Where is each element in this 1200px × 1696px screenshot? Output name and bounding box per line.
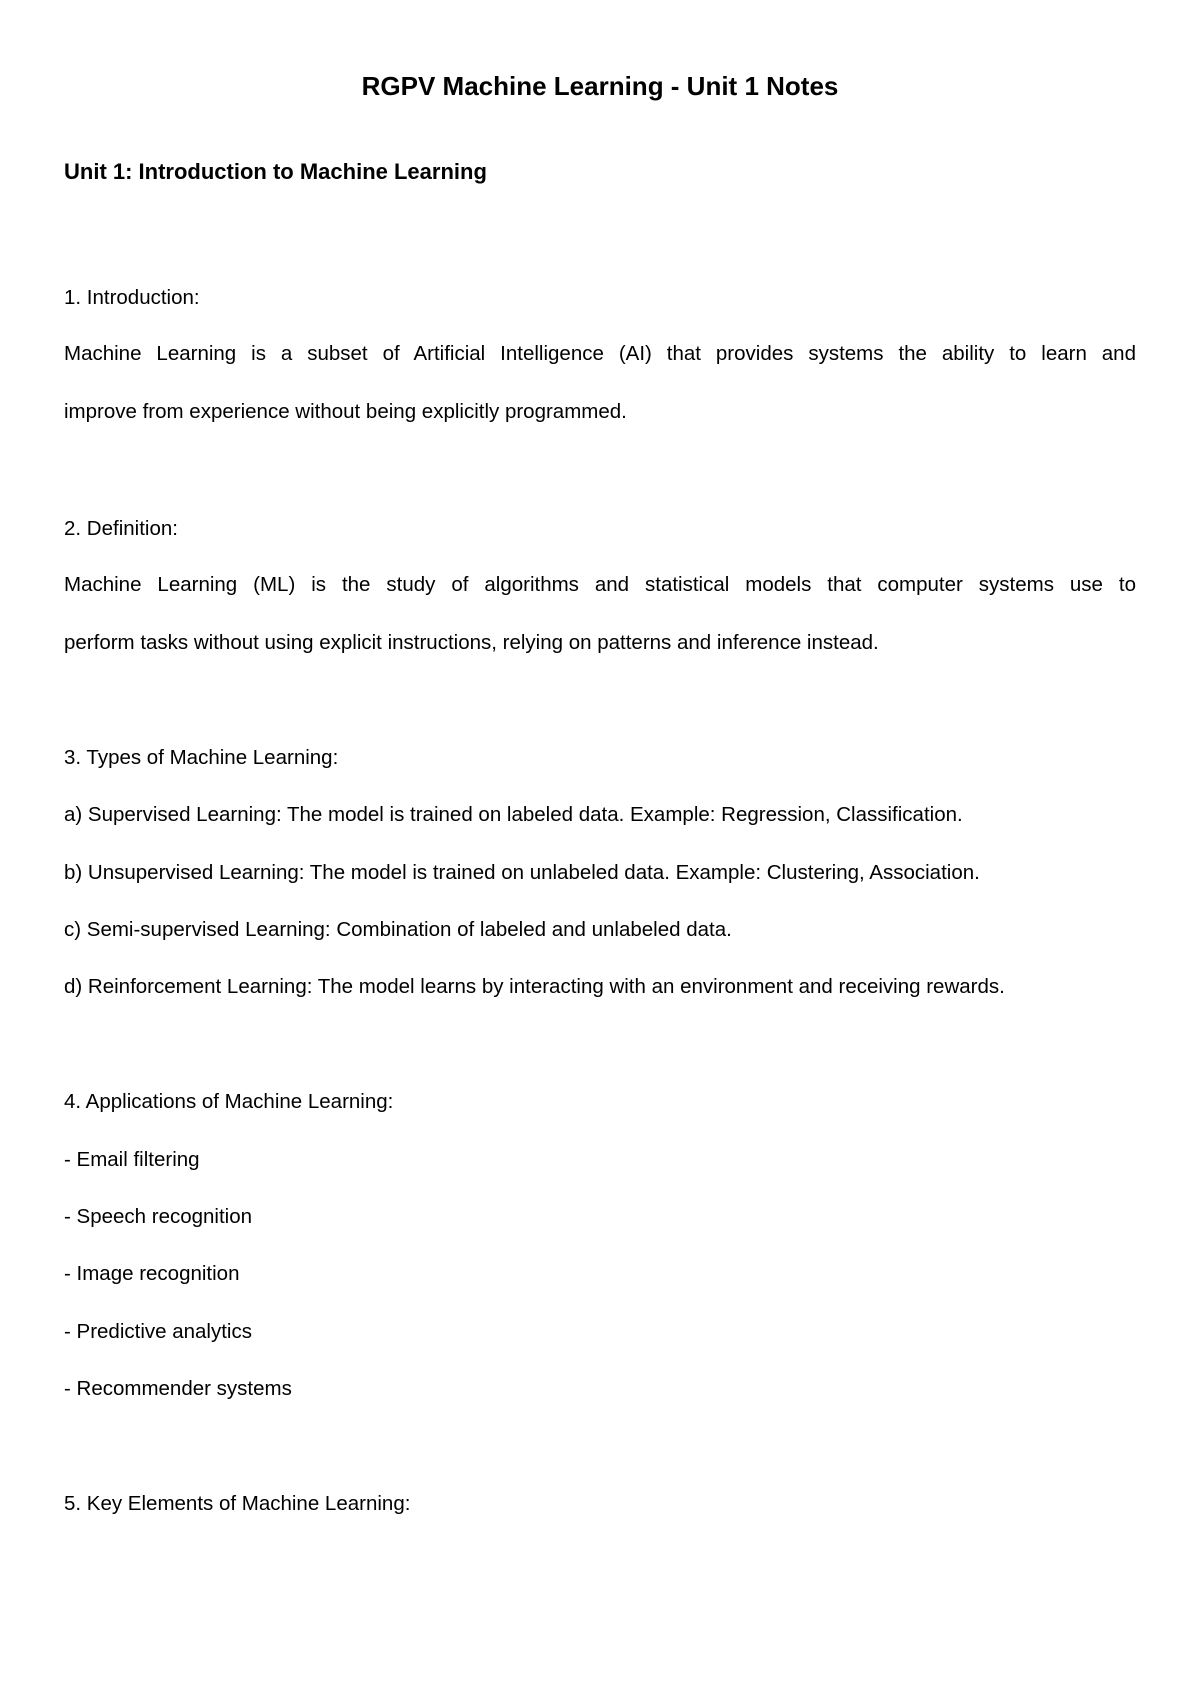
applications-item: - Speech recognition [64, 1205, 253, 1228]
types-item-unsupervised: b) Unsupervised Learning: The model is trained on unlabeled data. Example: Clustering, Association. [64, 861, 980, 884]
key-elements-heading: 5. Key Elements of Machine Learning: [64, 1492, 411, 1515]
applications-item: - Image recognition [64, 1262, 240, 1285]
unit-heading: Unit 1: Introduction to Machine Learning [64, 159, 487, 184]
introduction-paragraph-line2: improve from experience without being explicitly programmed. [64, 400, 627, 423]
document-title: RGPV Machine Learning - Unit 1 Notes [361, 71, 839, 101]
applications-item: - Predictive analytics [64, 1320, 252, 1343]
types-heading: 3. Types of Machine Learning: [64, 746, 339, 769]
introduction-paragraph-line1: Machine Learning is a subset of Artificial Intelligence (AI) that provides systems the ability to learn and [64, 342, 1136, 365]
definition-paragraph-line2: perform tasks without using explicit instructions, relying on patterns and inference instead. [64, 631, 879, 654]
applications-heading: 4. Applications of Machine Learning: [64, 1090, 394, 1113]
types-item-supervised: a) Supervised Learning: The model is trained on labeled data. Example: Regression, Classification. [64, 803, 963, 826]
definition-heading: 2. Definition: [64, 517, 178, 540]
introduction-heading: 1. Introduction: [64, 286, 200, 309]
applications-item: - Recommender systems [64, 1377, 292, 1400]
applications-item: - Email filtering [64, 1148, 200, 1171]
definition-paragraph-line1: Machine Learning (ML) is the study of algorithms and statistical models that computer systems use to [64, 573, 1136, 596]
types-item-reinforcement: d) Reinforcement Learning: The model learns by interacting with an environment and receiving rewards. [64, 975, 1005, 998]
types-item-semi-supervised: c) Semi-supervised Learning: Combination of labeled and unlabeled data. [64, 918, 732, 941]
